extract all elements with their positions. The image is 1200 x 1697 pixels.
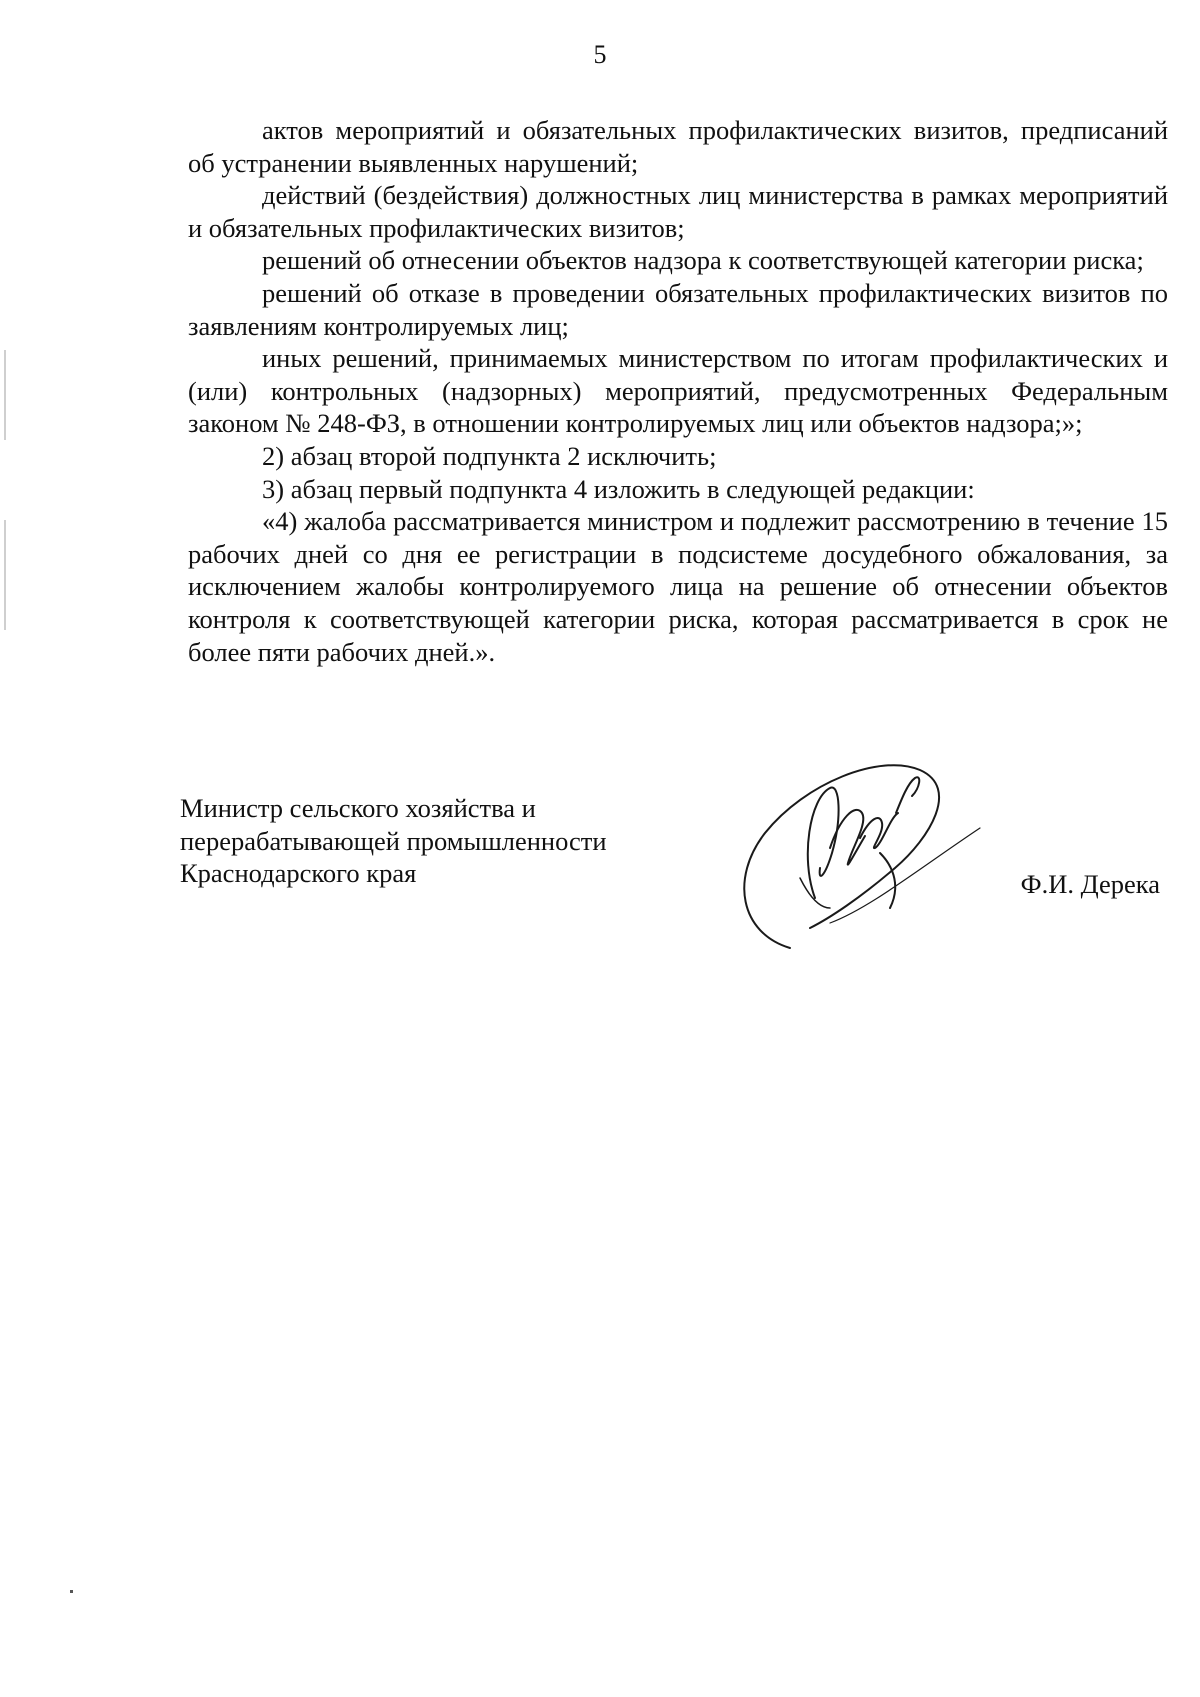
- paragraph: решений об отказе в проведении обязательных профилактических визитов по заявлениям контролируемых лиц;: [188, 277, 1168, 341]
- paragraph: иных решений, принимаемых министерством по итогам профилактических и (или) контрольных (надзорных) мероприятий, предусмотренных Федеральным законом № 248-ФЗ, в отношении контролируемых лиц или объектов надзора;»;: [188, 343, 1168, 439]
- scan-artifact: [4, 350, 6, 440]
- paragraph: решений об отнесении объектов надзора к соответствующей категории риска;: [262, 245, 1144, 276]
- position-line: перерабатывающей промышленности: [180, 825, 607, 856]
- page-number: 5: [593, 40, 607, 69]
- paragraph: действий (бездействия) должностных лиц министерства в рамках мероприятий и обязательных профилактических визитов;: [188, 180, 1168, 243]
- handwritten-signature-icon: [730, 758, 990, 958]
- paragraph: актов мероприятий и обязательных профилактических визитов, предписаний об устранении выявленных нарушений;: [188, 115, 1168, 178]
- signatory-position: [180, 792, 607, 890]
- position-line: Министр сельского хозяйства и: [180, 793, 536, 823]
- scan-artifact: [70, 1590, 73, 1593]
- document-body: [188, 114, 1168, 668]
- signatory-name: Ф.И. Дерека: [1020, 869, 1160, 899]
- scan-artifact: [4, 520, 6, 630]
- position-line: Краснодарского края: [180, 858, 417, 889]
- paragraph: 2) абзац второй подпункта 2 исключить;: [262, 440, 717, 471]
- paragraph: 3) абзац первый подпункта 4 изложить в следующей редакции:: [262, 473, 975, 504]
- paragraph: «4) жалоба рассматривается министром и подлежит рассмотрению в течение 15 рабочих дней со дня ее регистрации в подсистеме досудебного обжалования, за исключением жалобы контролируемого лица на решение об отнесении объектов контроля к соответствующей категории риска, которая рассматривается в срок не более пяти рабочих дней.».: [188, 506, 1168, 667]
